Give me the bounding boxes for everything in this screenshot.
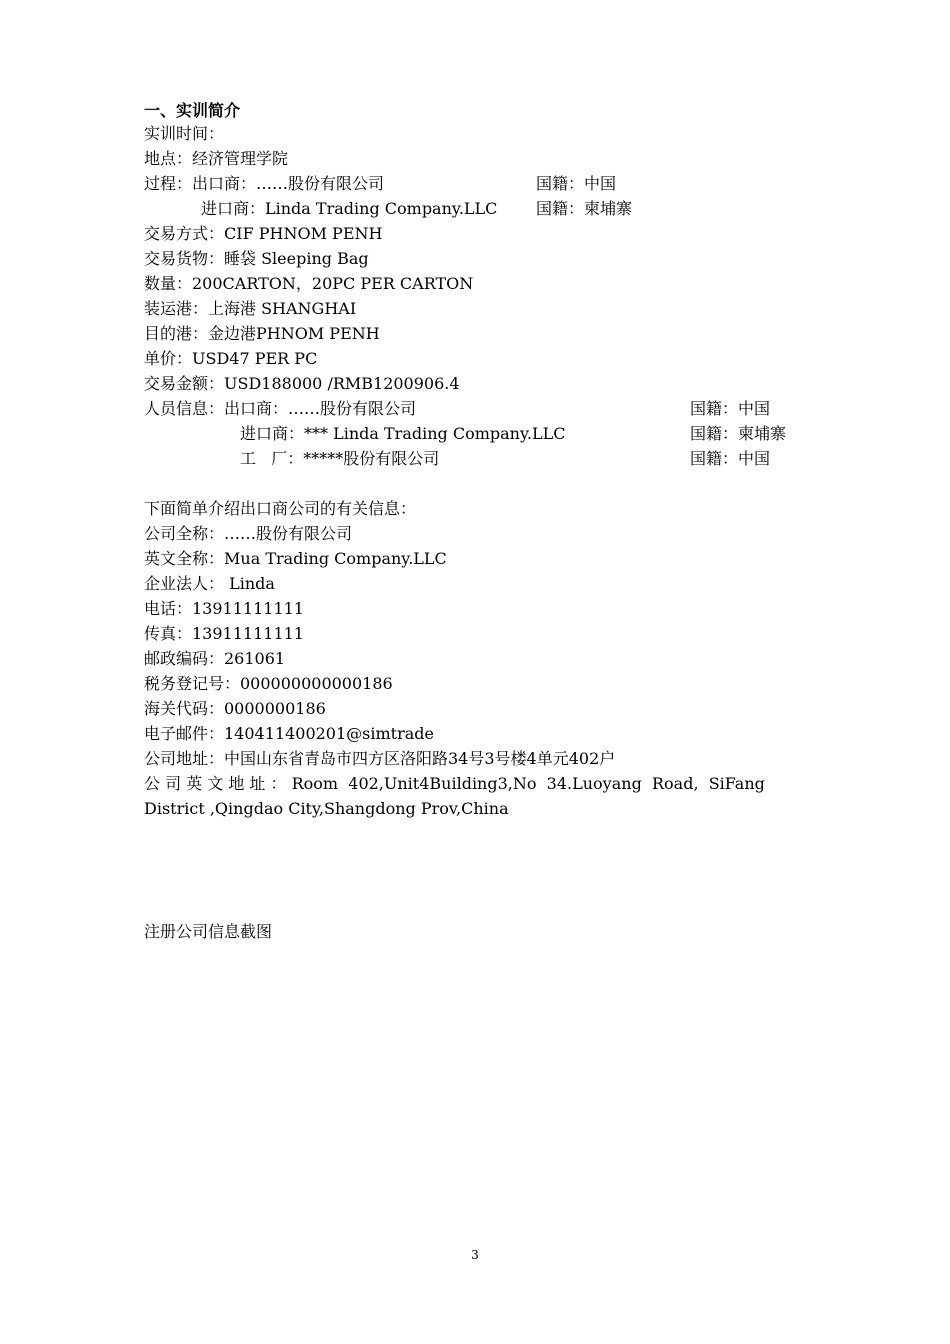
destination-port: 目的港：金边港PHNOM PENH (144, 324, 380, 343)
personnel-exporter: 人员信息：出口商：……股份有限公司 (144, 399, 417, 418)
process-exporter-nationality: 国籍：中国 (536, 174, 617, 193)
page-number: 3 (471, 1248, 479, 1262)
process-importer: 进口商：Linda Trading Company.LLC (201, 199, 498, 218)
training-place: 地点：经济管理学院 (144, 149, 289, 168)
personnel-exporter-nationality: 国籍：中国 (690, 399, 771, 418)
section-title: 一、实训简介 (144, 101, 241, 120)
fax: 传真：13911111111 (144, 624, 304, 643)
company-english-address-line2: District ,Qingdao City,Shangdong Prov,China (144, 799, 509, 818)
quantity: 数量：200CARTON，20PC PER CARTON (144, 274, 474, 293)
personnel-importer-nationality: 国籍：柬埔寨 (690, 424, 787, 443)
company-intro: 下面简单介绍出口商公司的有关信息： (144, 499, 417, 518)
process-importer-nationality: 国籍：柬埔寨 (536, 199, 633, 218)
customs-code: 海关代码：0000000186 (144, 699, 326, 718)
phone: 电话：13911111111 (144, 599, 304, 618)
company-english-address-line1: 公 司 英 文 地 址 ： Room 402,Unit4Building3,No 34.Luoyang Road, SiFang (144, 774, 765, 793)
training-time: 实训时间： (144, 124, 225, 143)
email: 电子邮件：140411400201@simtrade (144, 724, 434, 743)
loading-port: 装运港：上海港 SHANGHAI (144, 299, 357, 318)
company-english-name: 英文全称：Mua Trading Company.LLC (144, 549, 447, 568)
personnel-factory-nationality: 国籍：中国 (690, 449, 771, 468)
trade-amount: 交易金额：USD188000 /RMB1200906.4 (144, 374, 460, 393)
postal-code: 邮政编码：261061 (144, 649, 286, 668)
personnel-factory: 工 厂：*****股份有限公司 (240, 449, 440, 468)
company-full-name: 公司全称：……股份有限公司 (144, 524, 353, 543)
process-exporter: 过程：出口商：……股份有限公司 (144, 174, 385, 193)
trade-terms: 交易方式：CIF PHNOM PENH (144, 224, 383, 243)
unit-price: 单价：USD47 PER PC (144, 349, 318, 368)
company-address: 公司地址：中国山东省青岛市四方区洛阳路34号3号楼4单元402户 (144, 749, 616, 768)
personnel-importer: 进口商：*** Linda Trading Company.LLC (240, 424, 566, 443)
tax-registration-number: 税务登记号：000000000000186 (144, 674, 393, 693)
screenshot-caption: 注册公司信息截图 (144, 922, 273, 941)
legal-person: 企业法人： Linda (144, 574, 275, 593)
trade-goods: 交易货物：睡袋 Sleeping Bag (144, 249, 369, 268)
